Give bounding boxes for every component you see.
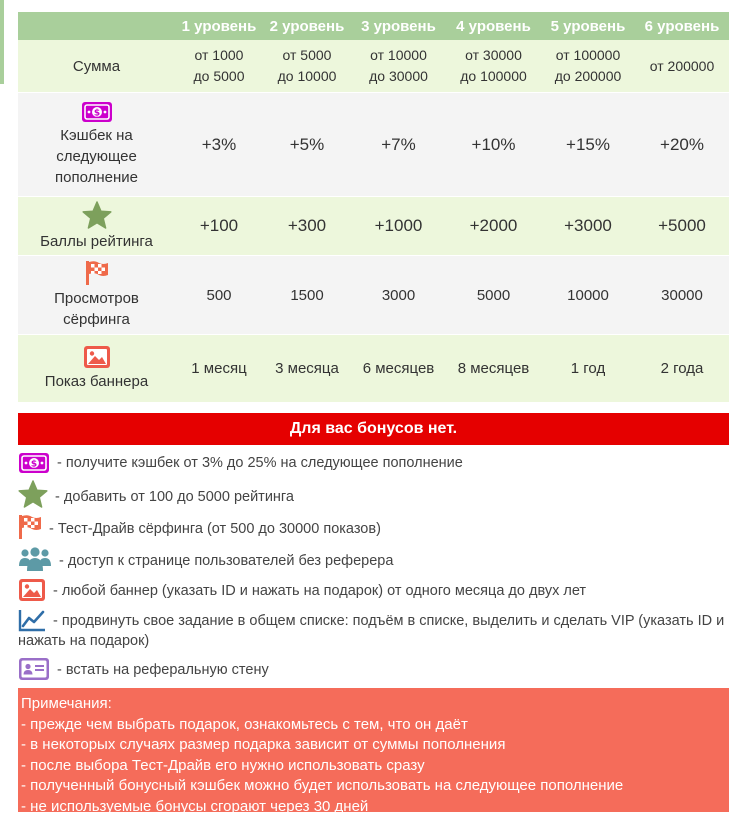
banner-level-2: 3 месяца bbox=[263, 335, 351, 403]
banner-level-5: 1 год bbox=[541, 335, 635, 403]
surfing-label-line-2: сёрфинга bbox=[63, 311, 130, 328]
legend-text: - получите кэшбек от 3% до 25% на следующее пополнение bbox=[53, 455, 463, 471]
header-level-4: 4 уровень bbox=[446, 12, 541, 40]
legend-text: - встать на реферальную стену bbox=[53, 662, 269, 678]
no-bonus-alert: Для вас бонусов нет. bbox=[18, 413, 729, 445]
legend-text: - продвинуть свое задание в общем списке: подъём в списке, выделить и сделать VIP (указать ID и нажать на подарок) bbox=[18, 613, 725, 649]
banner-label: Показ баннера bbox=[44, 373, 149, 390]
sum-cell-level-4 bbox=[446, 40, 541, 93]
legend-text: - добавить от 100 до 5000 рейтинга bbox=[51, 489, 294, 505]
rating-level-3: +1000 bbox=[351, 197, 446, 256]
rating-level-4: +2000 bbox=[446, 197, 541, 256]
header-level-1: 1 уровень bbox=[175, 12, 263, 40]
row-label-rating bbox=[18, 197, 175, 256]
cashback-label-line-2: следующее bbox=[56, 148, 137, 165]
banner-level-1: 1 месяц bbox=[175, 335, 263, 403]
header-level-2: 2 уровень bbox=[263, 12, 351, 40]
sum-cell-level-2 bbox=[263, 40, 351, 93]
row-label-banner bbox=[18, 335, 175, 403]
bonus-legend bbox=[18, 452, 729, 681]
star-icon bbox=[82, 201, 112, 229]
note-item: - после выбора Тест-Драйв его нужно использовать сразу bbox=[21, 756, 425, 774]
rating-level-2: +300 bbox=[263, 197, 351, 256]
header-level-6: 6 уровень bbox=[635, 12, 729, 40]
table-row-surfing bbox=[18, 256, 729, 335]
sum-to: до 5000 bbox=[193, 68, 245, 84]
banner-level-3: 6 месяцев bbox=[351, 335, 446, 403]
notes-box bbox=[18, 688, 729, 815]
left-edge-strip bbox=[0, 0, 4, 84]
banner-level-4: 8 месяцев bbox=[446, 335, 541, 403]
surfing-level-5: 10000 bbox=[541, 256, 635, 335]
header-level-5: 5 уровень bbox=[541, 12, 635, 40]
table-row-cashback bbox=[18, 93, 729, 197]
sum-cell-level-1 bbox=[175, 40, 263, 93]
legend-item-no-referrer bbox=[18, 546, 729, 572]
legend-item-surfing bbox=[18, 514, 729, 540]
table-row-sum bbox=[18, 40, 729, 93]
cashback-level-3: +7% bbox=[351, 93, 446, 197]
surfing-level-6: 30000 bbox=[635, 256, 729, 335]
sum-from: от 30000 bbox=[465, 47, 522, 63]
image-icon bbox=[18, 578, 46, 602]
sum-to: до 100000 bbox=[460, 68, 527, 84]
row-label-sum: Сумма bbox=[18, 40, 175, 93]
users-icon bbox=[18, 546, 52, 572]
surfing-level-4: 5000 bbox=[446, 256, 541, 335]
header-level-3: 3 уровень bbox=[351, 12, 446, 40]
legend-item-ref-wall bbox=[18, 657, 729, 681]
svg-text:$: $ bbox=[93, 108, 100, 119]
sum-from: от 5000 bbox=[282, 47, 332, 63]
cashback-level-2: +5% bbox=[263, 93, 351, 197]
cashback-label-line-1: Кэшбек на bbox=[60, 127, 133, 144]
row-label-cashback bbox=[18, 93, 175, 197]
banner-level-6: 2 года bbox=[635, 335, 729, 403]
note-item: - полученный бонусный кэшбек можно будет использовать на следующее пополнение bbox=[21, 777, 624, 795]
sum-to: до 10000 bbox=[277, 68, 337, 84]
checkered-flag-icon bbox=[85, 260, 109, 286]
rating-label: Баллы рейтинга bbox=[40, 232, 153, 250]
star-icon bbox=[18, 480, 48, 508]
svg-text:$: $ bbox=[30, 459, 38, 470]
surfing-level-3: 3000 bbox=[351, 256, 446, 335]
money-icon bbox=[18, 452, 50, 474]
surfing-level-1: 500 bbox=[175, 256, 263, 335]
row-label-surfing bbox=[18, 256, 175, 335]
sum-to: до 200000 bbox=[554, 68, 622, 84]
cashback-label-line-3: пополнение bbox=[55, 169, 138, 186]
legend-text: - доступ к странице пользователей без реферера bbox=[55, 553, 394, 569]
legend-item-promote-task bbox=[18, 608, 729, 651]
cashback-level-6: +20% bbox=[635, 93, 729, 197]
sum-cell-level-3 bbox=[351, 40, 446, 93]
trend-chart-icon bbox=[18, 608, 46, 632]
sum-from: от 10000 bbox=[370, 47, 427, 63]
sum-to: до 30000 bbox=[369, 68, 428, 84]
rating-level-1: +100 bbox=[175, 197, 263, 256]
notes-title: Примечания: bbox=[21, 695, 112, 712]
cashback-level-1: +3% bbox=[175, 93, 263, 197]
rating-level-6: +5000 bbox=[635, 197, 729, 256]
legend-text: - любой баннер (указать ID и нажать на подарок) от одного месяца до двух лет bbox=[49, 583, 587, 599]
money-icon bbox=[81, 101, 113, 123]
legend-text: - Тест-Драйв сёрфинга (от 500 до 30000 показов) bbox=[45, 521, 381, 537]
table-row-banner bbox=[18, 335, 729, 403]
bonus-levels-panel bbox=[18, 12, 729, 815]
note-item: - прежде чем выбрать подарок, ознакомьтесь с тем, что он даёт bbox=[21, 715, 468, 733]
sum-cell-level-6 bbox=[635, 40, 729, 93]
table-row-rating bbox=[18, 197, 729, 256]
rating-level-5: +3000 bbox=[541, 197, 635, 256]
cashback-level-4: +10% bbox=[446, 93, 541, 197]
legend-item-banner bbox=[18, 578, 729, 602]
cashback-level-5: +15% bbox=[541, 93, 635, 197]
surfing-level-2: 1500 bbox=[263, 256, 351, 335]
sum-from: от 1000 bbox=[194, 47, 244, 63]
legend-item-cashback bbox=[18, 452, 729, 474]
note-item: - в некоторых случаях размер подарка зависит от суммы пополнения bbox=[21, 736, 506, 754]
checkered-flag-icon bbox=[18, 514, 42, 540]
sum-from: от 100000 bbox=[555, 47, 621, 63]
bonus-levels-table bbox=[18, 12, 729, 403]
surfing-label-line-1: Просмотров bbox=[54, 290, 139, 307]
image-icon bbox=[83, 345, 111, 369]
legend-item-rating bbox=[18, 480, 729, 508]
note-item: - не используемые бонусы сгорают через 30 дней bbox=[21, 797, 369, 815]
id-card-icon bbox=[18, 657, 50, 681]
sum-cell-level-5 bbox=[541, 40, 635, 93]
table-header-row bbox=[18, 12, 729, 40]
sum-from: от 200000 bbox=[649, 57, 715, 74]
header-empty bbox=[18, 12, 175, 40]
